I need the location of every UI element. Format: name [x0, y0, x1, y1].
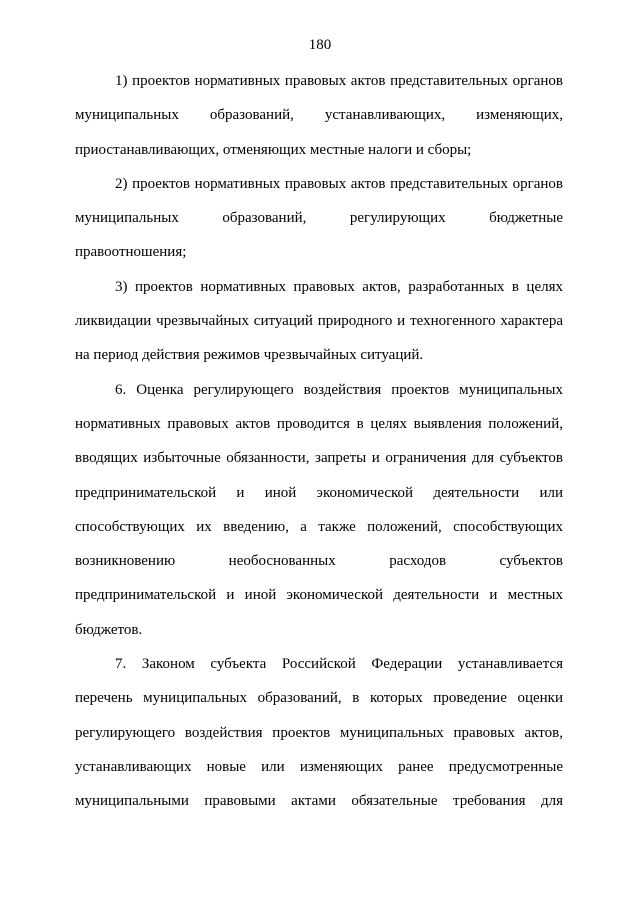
- paragraph-line: 6. Оценка регулирующего воздействия проектов муниципальных: [115, 381, 563, 398]
- paragraph-line: способствующих их введению, а также положений, способствующих: [75, 518, 563, 535]
- paragraph-line: на период действия режимов чрезвычайных ситуаций.: [75, 347, 424, 364]
- paragraph-line: бюджетов.: [75, 621, 143, 638]
- document-body: [75, 64, 563, 819]
- paragraph-line: нормативных правовых актов проводится в целях выявления положений,: [75, 415, 563, 432]
- paragraph-7-federal-subject-law: [75, 647, 563, 818]
- paragraph-line: регулирующего воздействия проектов муниципальных правовых актов,: [75, 724, 563, 741]
- paragraph-line: 2) проектов нормативных правовых актов представительных органов: [115, 175, 563, 192]
- paragraph-6-regulatory-assessment: [75, 373, 563, 647]
- paragraph-line: 3) проектов нормативных правовых актов, разработанных в целях: [115, 278, 563, 295]
- paragraph-line: предпринимательской и иной экономической деятельности и местных: [75, 587, 563, 604]
- paragraph-line: вводящих избыточные обязанности, запреты и ограничения для субъектов: [75, 450, 563, 467]
- paragraph-line: 1) проектов нормативных правовых актов представительных органов: [115, 73, 563, 89]
- paragraph-line: возникновению необоснованных расходов субъектов: [75, 553, 563, 570]
- paragraph-2-projects-budget: [75, 167, 563, 270]
- paragraph-line: муниципальными правовыми актами обязательные требования для: [75, 793, 563, 810]
- paragraph-line: муниципальных образований, устанавливающих, изменяющих,: [75, 107, 563, 124]
- paragraph-line: перечень муниципальных образований, в которых проведение оценки: [75, 690, 563, 707]
- paragraph-line: ликвидации чрезвычайных ситуаций природного и техногенного характера: [75, 313, 563, 330]
- paragraph-line: муниципальных образований, регулирующих бюджетные: [75, 210, 563, 227]
- paragraph-line: приостанавливающих, отменяющих местные налоги и сборы;: [75, 141, 472, 158]
- paragraph-line: 7. Законом субъекта Российской Федерации устанавливается: [115, 656, 563, 673]
- paragraph-3-projects-emergencies: [75, 270, 563, 373]
- paragraph-line: правоотношения;: [75, 244, 187, 261]
- paragraph-1-projects-local-taxes: [75, 64, 563, 167]
- page-number: 180: [308, 37, 332, 53]
- paragraph-line: устанавливающих новые или изменяющих ранее предусмотренные: [75, 758, 563, 775]
- paragraph-line: предпринимательской и иной экономической деятельности или: [75, 484, 563, 501]
